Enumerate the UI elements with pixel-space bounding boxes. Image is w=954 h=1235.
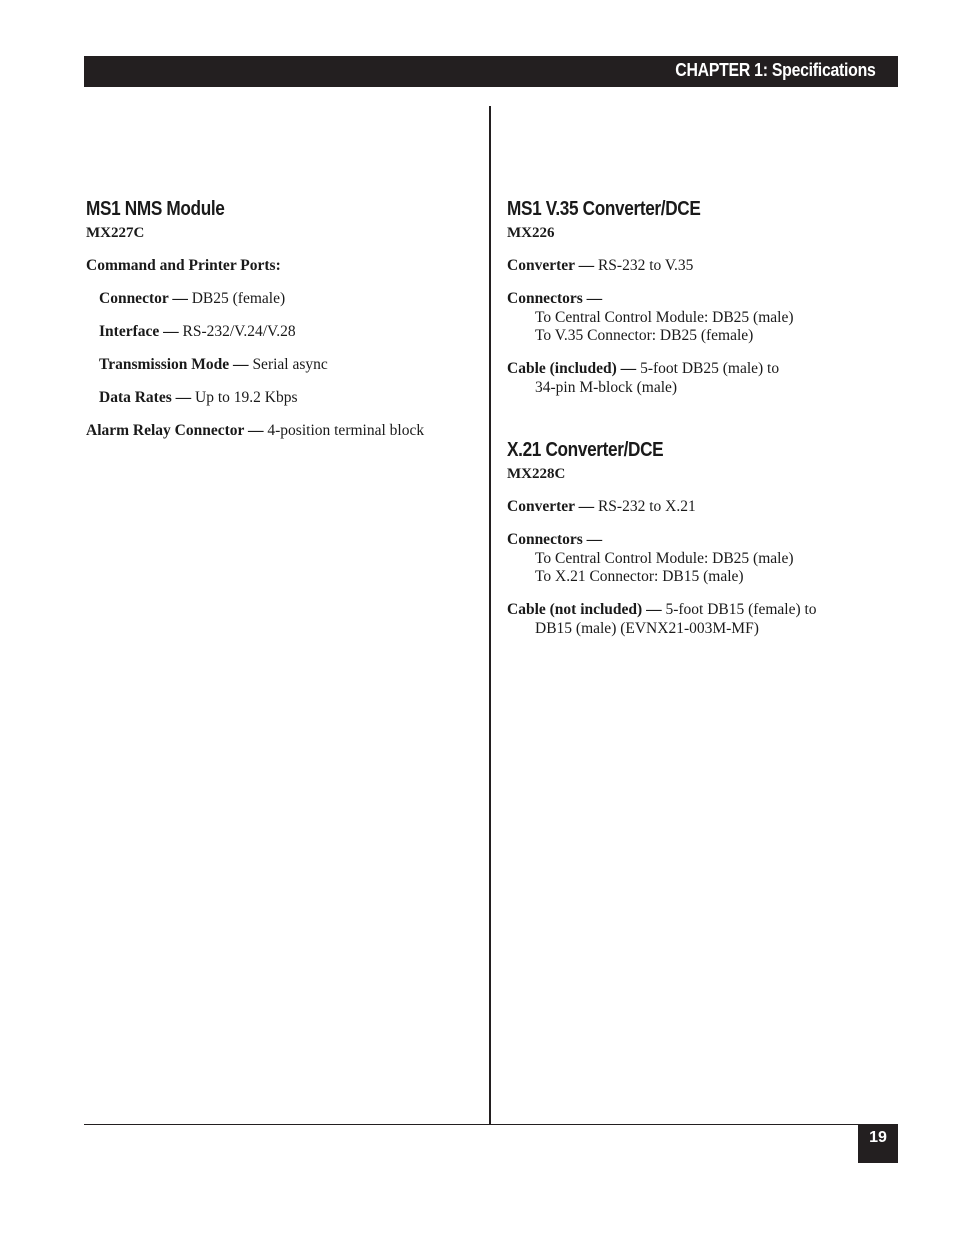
spec-x21-cable — [507, 601, 887, 638]
spec-interface — [86, 323, 481, 342]
spec-label: Converter — — [507, 498, 595, 515]
spec-label: Alarm Relay Connector — — [86, 422, 264, 439]
spec-label: Connectors — — [507, 290, 603, 307]
page-number: 19 — [858, 1125, 898, 1163]
spec-value: 5-foot DB25 (male) to — [640, 360, 780, 377]
spec-label: Connectors — — [507, 531, 603, 548]
spec-value: 4-position terminal block — [267, 422, 425, 439]
spec-v35-cable — [507, 360, 887, 397]
spec-label: Interface — — [99, 323, 179, 340]
chapter-title: CHAPTER 1: Specifications — [675, 60, 876, 80]
section-title-nms-module: MS1 NMS Module — [86, 198, 225, 220]
footer-rule — [84, 1124, 898, 1125]
spec-value-line: 34-pin M-block (male) — [535, 378, 678, 396]
chapter-header-bar — [84, 56, 898, 87]
spec-value: Up to 19.2 Kbps — [195, 389, 298, 406]
spec-label: Connector — — [99, 290, 188, 307]
spec-label: Cable (included) — — [507, 360, 637, 377]
model-number-mx226: MX226 — [507, 225, 555, 241]
spec-transmission-mode — [86, 356, 481, 375]
column-divider — [489, 106, 491, 1125]
spec-value: DB25 (female) — [191, 290, 286, 307]
spec-value-line: DB15 (male) (EVNX21-003M-MF) — [535, 619, 759, 637]
spec-value: RS-232 to V.35 — [597, 257, 694, 274]
left-column — [86, 197, 481, 441]
section-title-v35-converter: MS1 V.35 Converter/DCE — [507, 198, 701, 220]
spec-connector — [86, 290, 481, 309]
ports-heading: Command and Printer Ports: — [86, 257, 281, 274]
spec-label: Cable (not included) — — [507, 601, 662, 618]
spec-value-line: To V.35 Connector: DB25 (female) — [535, 327, 754, 344]
spec-label: Data Rates — — [99, 389, 192, 406]
spec-label: Transmission Mode — — [99, 356, 249, 373]
model-number-mx227c: MX227C — [86, 225, 145, 241]
spec-data-rates — [86, 389, 481, 408]
right-column — [507, 197, 887, 638]
section-title-x21-converter: X.21 Converter/DCE — [507, 439, 664, 461]
spec-v35-converter — [507, 257, 887, 276]
spec-value: Serial async — [252, 356, 328, 373]
spec-value: 5-foot DB15 (female) to — [665, 601, 817, 618]
spec-value-line: To Central Control Module: DB25 (male) — [535, 308, 794, 326]
spec-x21-converter — [507, 498, 887, 517]
spec-value-line: To X.21 Connector: DB15 (male) — [535, 568, 744, 585]
spec-value: RS-232/V.24/V.28 — [182, 323, 296, 340]
spec-alarm-relay — [86, 422, 481, 441]
spec-label: Converter — — [507, 257, 595, 274]
spec-v35-connectors — [507, 290, 887, 346]
spec-x21-connectors — [507, 531, 887, 587]
spec-value-line: To Central Control Module: DB25 (male) — [535, 549, 794, 567]
model-number-mx228c: MX228C — [507, 466, 566, 482]
spec-value: RS-232 to X.21 — [597, 498, 696, 515]
